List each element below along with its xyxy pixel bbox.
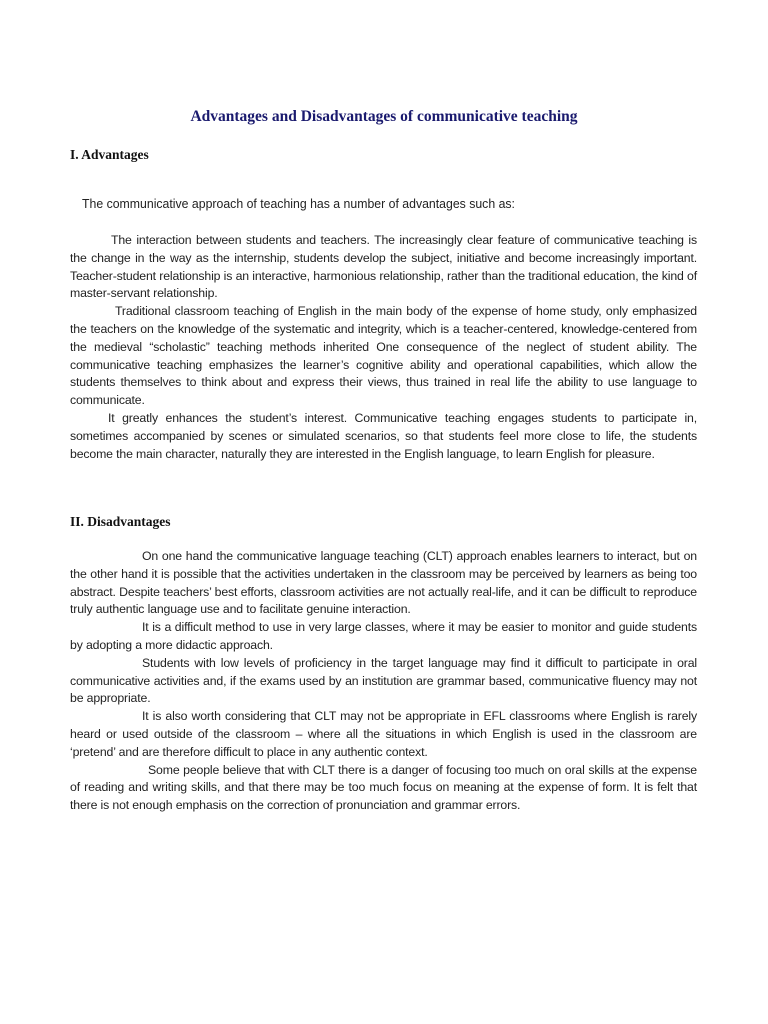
advantages-paragraph: The interaction between students and teachers. The increasingly clear feature of communicative teaching is the change in the way as the internship, students develop the subject, initiative and become increasingly important. Teacher-student relationship is an interactive, harmonious relationship, rather than the traditional education, the kind of master-servant relationship. (70, 233, 697, 301)
advantages-paragraph: Traditional classroom teaching of English in the main body of the expense of home study, only emphasized the teachers on the knowledge of the systematic and integrity, which is a teacher-centered, knowledge-centered from the medieval “scholastic” teaching methods inherited One consequence of the neglect of student ability. The communicative teaching emphasizes the learner’s cognitive ability and operational capabilities, which allow the students themselves to think about and express their views, thus trained in real life the ability to use language to communicate. (70, 304, 697, 408)
disadvantages-paragraph: Students with low levels of proficiency in the target language may find it difficult to participate in oral communicative activities and, if the exams used by an institution are grammar based, communicative fluency may not be appropriate. (70, 655, 697, 706)
advantages-intro: The communicative approach of teaching has a number of advantages such as: (82, 196, 515, 211)
disadvantages-paragraph: It is also worth considering that CLT may not be appropriate in EFL classrooms where English is rarely heard or used outside of the classroom – where all the situations in which English is used in the classroom are ‘pretend’ and are therefore difficult to place in any authentic context. (70, 709, 697, 759)
advantages-body (70, 232, 697, 463)
disadvantages-body (70, 548, 697, 815)
disadvantages-paragraph: It is a difficult method to use in very large classes, where it may be easier to monitor and guide students by adopting a more didactic approach. (70, 620, 697, 652)
advantages-heading: I. Advantages (70, 147, 149, 162)
document-title: Advantages and Disadvantages of communicative teaching (190, 108, 578, 125)
disadvantages-paragraph: On one hand the communicative language teaching (CLT) approach enables learners to interact, but on the other hand it is possible that the activities undertaken in the classroom may be perceived by learners as being too abstract. Despite teachers’ best efforts, classroom activities are not actually real-life, and it can be difficult to reproduce truly authentic language use and to facilitate genuine interaction. (70, 549, 697, 617)
disadvantages-paragraph: Some people believe that with CLT there is a danger of focusing too much on oral skills at the expense of reading and writing skills, and that there may be too much focus on meaning at the expense of form. It is felt that there is not enough emphasis on the correction of pronunciation and grammar errors. (70, 762, 697, 813)
advantages-paragraph: It greatly enhances the student’s interest. Communicative teaching engages students to participate in, sometimes accompanied by scenes or simulated scenarios, so that students feel more close to life, the students become the main character, naturally they are interested in the English language, to learn English for pleasure. (70, 410, 697, 461)
disadvantages-heading: II. Disadvantages (70, 514, 171, 529)
